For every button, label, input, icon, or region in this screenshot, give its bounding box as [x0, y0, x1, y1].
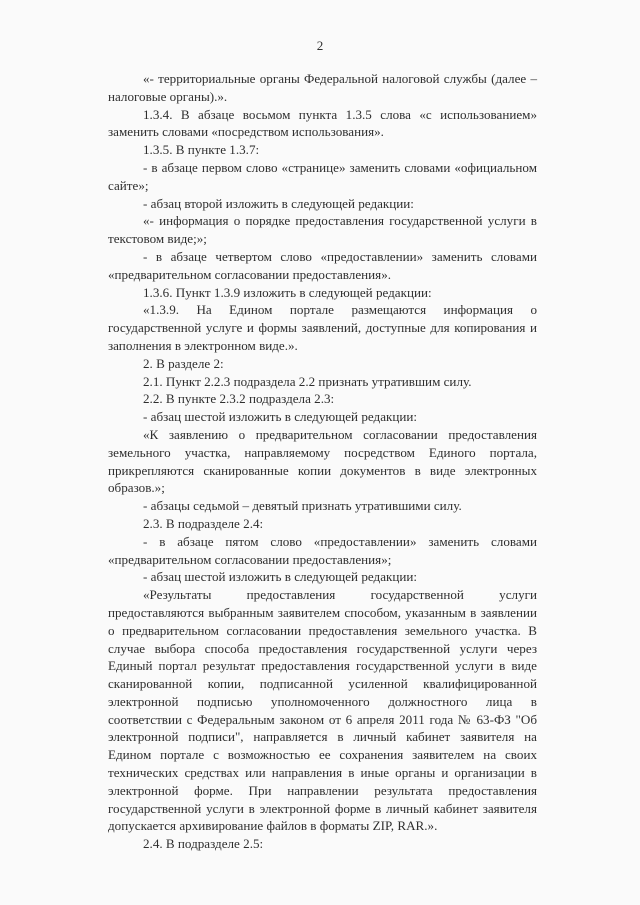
paragraph: 2.4. В подразделе 2.5:: [143, 836, 264, 852]
paragraph: - абзацы седьмой – девятый признать утратившими силу.: [143, 498, 462, 514]
paragraph: «1.3.9. На Едином портале размещаются информация о государственной услуге и формы заявлений, доступные для копирования и заполнения в электронном виде.».: [108, 302, 537, 353]
paragraph: 2.1. Пункт 2.2.3 подраздела 2.2 признать утратившим силу.: [143, 373, 472, 389]
paragraph: «- территориальные органы Федеральной налоговой службы (далее – налоговые органы).».: [108, 71, 537, 104]
document-body: [108, 70, 537, 853]
paragraph: 2.3. В подразделе 2.4:: [143, 515, 264, 531]
paragraph: «Результаты предоставления государственной услуги предоставляются выбранным заявителем способом, указанным в заявлении о предварительном согласовании предоставления земельного участка. В случае выбора способа предоставления государственной услуги через Единый портал результат предоставления государственной услуги в виде сканированной копии, подписанной усиленной квалифицированной электронной подписью уполномоченного должностного лица в соответствии с Федеральным законом от 6 апреля 2011 года № 63-ФЗ "Об электронной подписи", направляется в личный кабинет заявителя на Едином портале с возможностью ее сохранения заявителем на своих технических средствах или направления в иные органы и организации в электронной форме. При направлении результата предоставления государственной услуги в электронной форме в личный кабинет заявителя допускается архивирование файлов в форматы ZIP, RAR.».: [108, 587, 537, 834]
paragraph: - в абзаце четвертом слово «предоставлении» заменить словами «предварительном согласовании предоставления».: [108, 248, 537, 282]
paragraph: - в абзаце первом слово «странице» заменить словами «официальном сайте»;: [108, 159, 537, 193]
paragraph: - абзац второй изложить в следующей редакции:: [143, 195, 414, 211]
paragraph: 1.3.4. В абзаце восьмом пункта 1.3.5 слова «с использованием» заменить словами «посредством использования».: [108, 106, 537, 140]
paragraph: 1.3.6. Пункт 1.3.9 изложить в следующей редакции:: [143, 284, 432, 300]
paragraph: - в абзаце пятом слово «предоставлении» заменить словами «предварительном согласовании предоставления»;: [108, 533, 537, 567]
paragraph: 1.3.5. В пункте 1.3.7:: [143, 142, 260, 158]
page-number: 2: [316, 38, 324, 53]
paragraph: «К заявлению о предварительном согласовании предоставления земельного участка, направляемому посредством Единого портала, прикрепляются сканированные копии документов в виде электронных образов.»;: [108, 426, 537, 496]
paragraph: - абзац шестой изложить в следующей редакции:: [143, 569, 418, 585]
paragraph: 2.2. В пункте 2.3.2 подраздела 2.3:: [143, 391, 335, 407]
paragraph: «- информация о порядке предоставления государственной услуги в текстовом виде;»;: [108, 213, 537, 247]
paragraph: 2. В разделе 2:: [143, 355, 224, 371]
paragraph: - абзац шестой изложить в следующей редакции:: [143, 409, 418, 425]
